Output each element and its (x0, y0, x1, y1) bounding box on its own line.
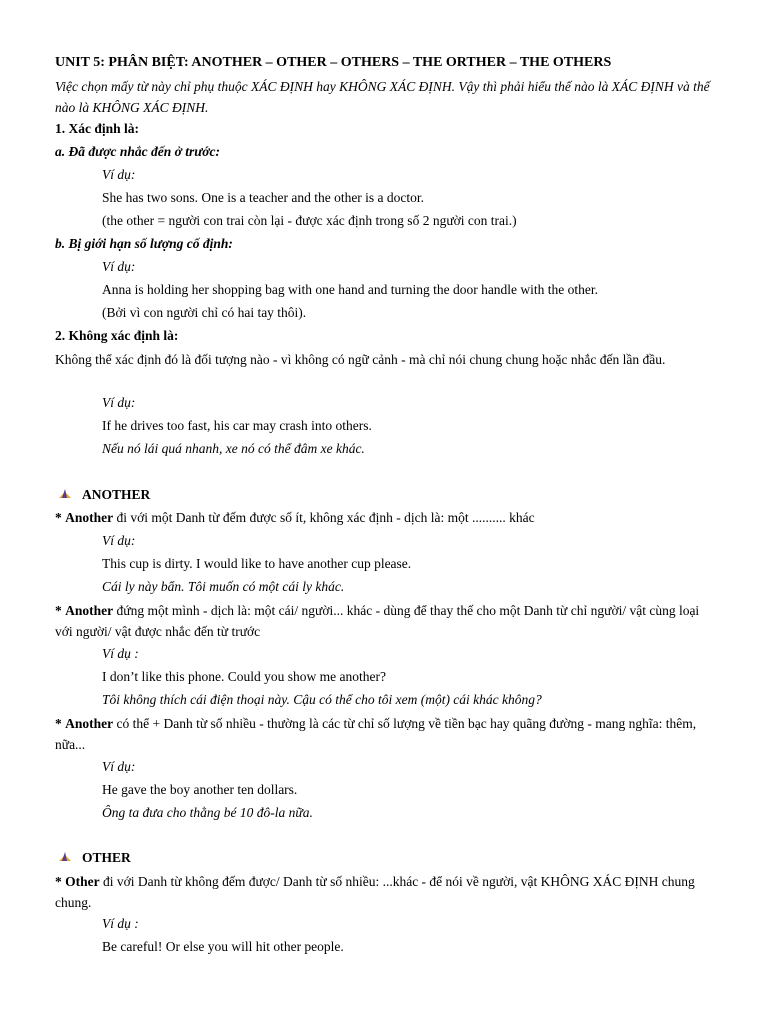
example-sentence: I don’t like this phone. Could you show me another? (102, 669, 386, 684)
example-note: (the other = người con trai còn lại - được xác định trong số 2 người con trai.) (102, 213, 517, 228)
example-translation: Cái ly này bẩn. Tôi muốn có một cái ly khác. (102, 579, 345, 594)
rule-keyword: Another (65, 510, 114, 525)
other-rule-1 (55, 871, 718, 913)
example-sentence: Be careful! Or else you will hit other people. (102, 939, 344, 954)
other-heading-label: OTHER (82, 850, 131, 865)
another-rule-3 (55, 713, 718, 755)
example-translation: Tôi không thích cái điện thoại này. Cậu có thể cho tôi xem (một) cái khác không? (102, 692, 542, 707)
rule-text: đi với một Danh từ đếm được số ít, không xác định - dịch là: một .......... khác (113, 510, 535, 525)
rule-text: đi với Danh từ không đếm được/ Danh từ số nhiều: ...khác - để nói về người, vật KHÔNG XÁC ĐỊNH chung chung. (55, 874, 695, 910)
example-translation: Ông ta đưa cho thằng bé 10 đô-la nữa. (102, 805, 313, 820)
rule-text: có thể + Danh từ số nhiều - thường là các từ chỉ số lượng về tiền bạc hay quãng đường - mang nghĩa: thêm, nữa... (55, 716, 697, 752)
example-label: Ví dụ : (102, 646, 139, 661)
intro-paragraph: Việc chọn mấy từ này chỉ phụ thuộc XÁC ĐỊNH hay KHÔNG XÁC ĐỊNH. Vậy thì phải hiểu thế nào là XÁC ĐỊNH và thế nào là KHÔNG XÁC ĐỊNH. (55, 79, 710, 115)
rule-keyword: Another (65, 716, 114, 731)
example-sentence: Anna is holding her shopping bag with one hand and turning the door handle with the other. (102, 282, 599, 297)
another-rule-2 (55, 600, 718, 642)
other-section-heading (58, 847, 131, 869)
rule-keyword: Another (65, 603, 114, 618)
rule-star: * (55, 716, 62, 731)
another-rule-1 (55, 507, 718, 529)
section-2-heading: 2. Không xác định là: (55, 328, 179, 343)
example-label: Ví dụ: (102, 395, 136, 410)
rule-text: đứng một mình - dịch là: một cái/ người... khác - dùng để thay thế cho một Danh từ chỉ người/ vật cùng loại với người/ vật được nhắc đến từ trước (55, 603, 700, 639)
example-sentence: If he drives too fast, his car may crash into others. (102, 418, 372, 433)
another-section-heading (58, 484, 150, 506)
example-sentence: He gave the boy another ten dollars. (102, 782, 298, 797)
example-label: Ví dụ: (102, 167, 136, 182)
rule-keyword: Other (65, 874, 100, 889)
example-translation: Nếu nó lái quá nhanh, xe nó có thể đâm xe khác. (102, 441, 365, 456)
rule-star: * (55, 874, 62, 889)
section-1b-heading: b. Bị giới hạn số lượng cố định: (55, 236, 233, 251)
bullet-icon (58, 851, 72, 863)
example-label: Ví dụ: (102, 259, 136, 274)
section-2-description: Không thể xác định đó là đối tượng nào - vì không có ngữ cảnh - mà chỉ nói chung chung hoặc nhắc đến lần đầu. (55, 352, 666, 367)
page-title: UNIT 5: PHÂN BIỆT: ANOTHER – OTHER – OTHERS – THE ORTHER – THE OTHERS (55, 55, 612, 70)
section-1-heading: 1. Xác định là: (55, 121, 140, 136)
example-label: Ví dụ: (102, 533, 136, 548)
example-note: (Bởi vì con người chỉ có hai tay thôi). (102, 305, 307, 320)
rule-star: * (55, 603, 62, 618)
another-heading-label: ANOTHER (82, 487, 151, 502)
example-label: Ví dụ: (102, 759, 136, 774)
example-sentence: This cup is dirty. I would like to have another cup please. (102, 556, 412, 571)
bullet-icon (58, 488, 72, 500)
example-sentence: She has two sons. One is a teacher and the other is a doctor. (102, 190, 425, 205)
example-label: Ví dụ : (102, 916, 139, 931)
rule-star: * (55, 510, 62, 525)
section-1a-heading: a. Đã được nhắc đến ở trước: (55, 144, 221, 159)
